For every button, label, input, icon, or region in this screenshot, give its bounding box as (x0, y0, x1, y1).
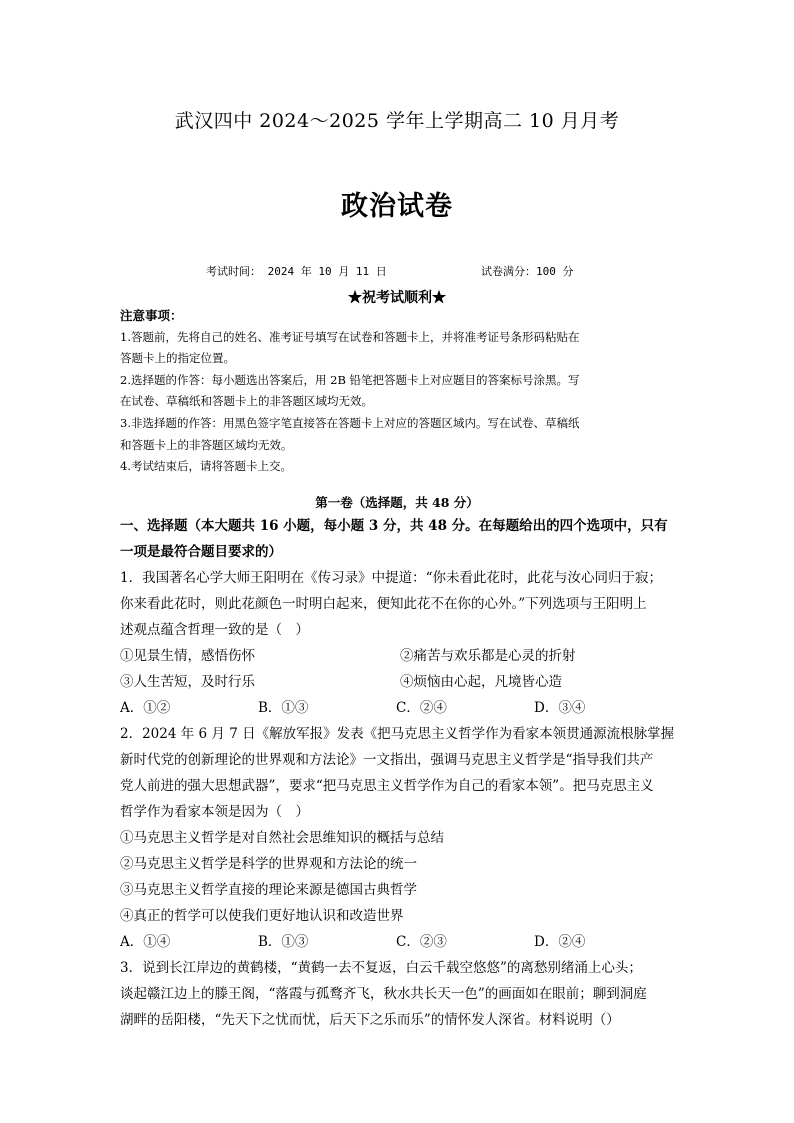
question-stem-line: 2．2024 年 6 月 7 日《解放军报》发表《把马克思主义哲学作为看家本领贯通源流根脉掌握 (120, 726, 675, 742)
option-item: ④真正的哲学可以使我们更好地认识和改造世界 (120, 908, 404, 924)
option-item: ③马克思主义哲学直接的理论来源是德国古典哲学 (120, 882, 417, 898)
notes-line: 4.考试结束后，请将答题卡上交。 (120, 459, 292, 474)
notes-title: 注意事项： (120, 308, 183, 323)
section-instruction (120, 513, 680, 565)
question-stem-line: 哲学作为看家本领是因为（ ） (120, 804, 309, 820)
exam-time: 考试时间： 2024 年 10 月 11 日 (206, 265, 387, 278)
option-item: ③人生苦短，及时行乐 (120, 674, 255, 690)
question-2 (120, 721, 680, 955)
option-item: ②马克思主义哲学是科学的世界观和方法论的统一 (120, 856, 417, 872)
notes-line: 2.选择题的作答：每小题选出答案后，用 2B 铅笔把答题卡上对应题目的答案标号涂黑。写 (120, 372, 580, 387)
notes-line: 和答题卡上的非答题区域均无效。 (120, 437, 293, 452)
question-stem-line: 党人前进的强大思想武器”，要求“把马克思主义哲学作为自己的看家本领”。把马克思主义 (120, 778, 654, 794)
question-stem-line: 1．我国著名心学大师王阳明在《传习录》中提道：“你未看此花时，此花与汝心同归于寂； (120, 570, 662, 586)
answer-row (120, 695, 680, 721)
question-stem-line: 3．说到长江岸边的黄鹤楼，“黄鹤一去不复返，白云千载空悠悠”的离愁别绪涌上心头； (120, 960, 642, 976)
question-stem-line: 新时代党的创新理论的世界观和方法论》一文指出，强调马克思主义哲学是“指导我们共产 (120, 752, 654, 768)
notes-line: 在试卷、草稿纸和答题卡上的非答题区域均无效。 (120, 394, 373, 409)
question-stem-line: 湖畔的岳阳楼，“先天下之忧而忧，后天下之乐而乐”的情怀发人深省。材料说明（） (120, 1012, 620, 1028)
instruction-line: 一项是最符合题目要求的） (120, 544, 282, 560)
answer-choice: C．②③ (396, 934, 447, 950)
notes-section (120, 305, 680, 478)
option-item: ①见景生情，感悟伤怀 (120, 648, 255, 664)
notes-line: 答题卡上的指定位置。 (120, 351, 235, 366)
answer-choice: D．②④ (534, 934, 586, 950)
exam-title: 武汉四中 2024～2025 学年上学期高二 10 月月考 (174, 110, 620, 132)
question-stem-line: 述观点蕴含哲理一致的是（ ） (120, 622, 309, 638)
answer-choice: D．③④ (534, 700, 586, 716)
answer-choice: B．①③ (258, 934, 309, 950)
option-row (120, 643, 680, 669)
blessing-text: ★祝考试顺利★ (348, 290, 446, 306)
answer-choice: B．①③ (258, 700, 309, 716)
notes-line: 3.非选择题的作答：用黑色签字笔直接答在答题卡上对应的答题区域内。写在试卷、草稿纸 (120, 415, 580, 430)
option-item: ④烦恼由心起，凡境皆心造 (400, 674, 562, 690)
answer-choice: C．②④ (396, 700, 447, 716)
question-3 (120, 955, 680, 1033)
answer-row (120, 929, 680, 955)
question-stem-line: 你来看此花时，则此花颜色一时明白起来，便知此花不在你的心外。”下列选项与王阳明上 (120, 596, 647, 612)
full-score: 试卷满分：100 分 (481, 265, 574, 278)
option-row (120, 669, 680, 695)
question-1 (120, 565, 680, 721)
questions-section (120, 513, 680, 1033)
notes-line: 1.答题前，先将自己的姓名、准考证号填写在试卷和答题卡上，并将准考证号条形码粘贴在 (120, 329, 580, 344)
option-item: ②痛苦与欢乐都是心灵的折射 (400, 648, 576, 664)
answer-choice: A．①② (120, 700, 171, 716)
instruction-line: 一、选择题（本大题共 16 小题，每小题 3 分，共 48 分。在每题给出的四个选项中，只有 (120, 518, 668, 534)
option-item: ①马克思主义哲学是对自然社会思维知识的概括与总结 (120, 830, 444, 846)
subject-title: 政治试卷 (341, 191, 453, 222)
answer-choice: A．①④ (120, 934, 171, 950)
part-title: 第一卷（选择题，共 48 分） (315, 495, 479, 510)
question-stem-line: 谈起赣江边上的滕王阁，“落霞与孤鹜齐飞，秋水共长天一色”的画面如在眼前；聊到洞庭 (120, 986, 647, 1002)
